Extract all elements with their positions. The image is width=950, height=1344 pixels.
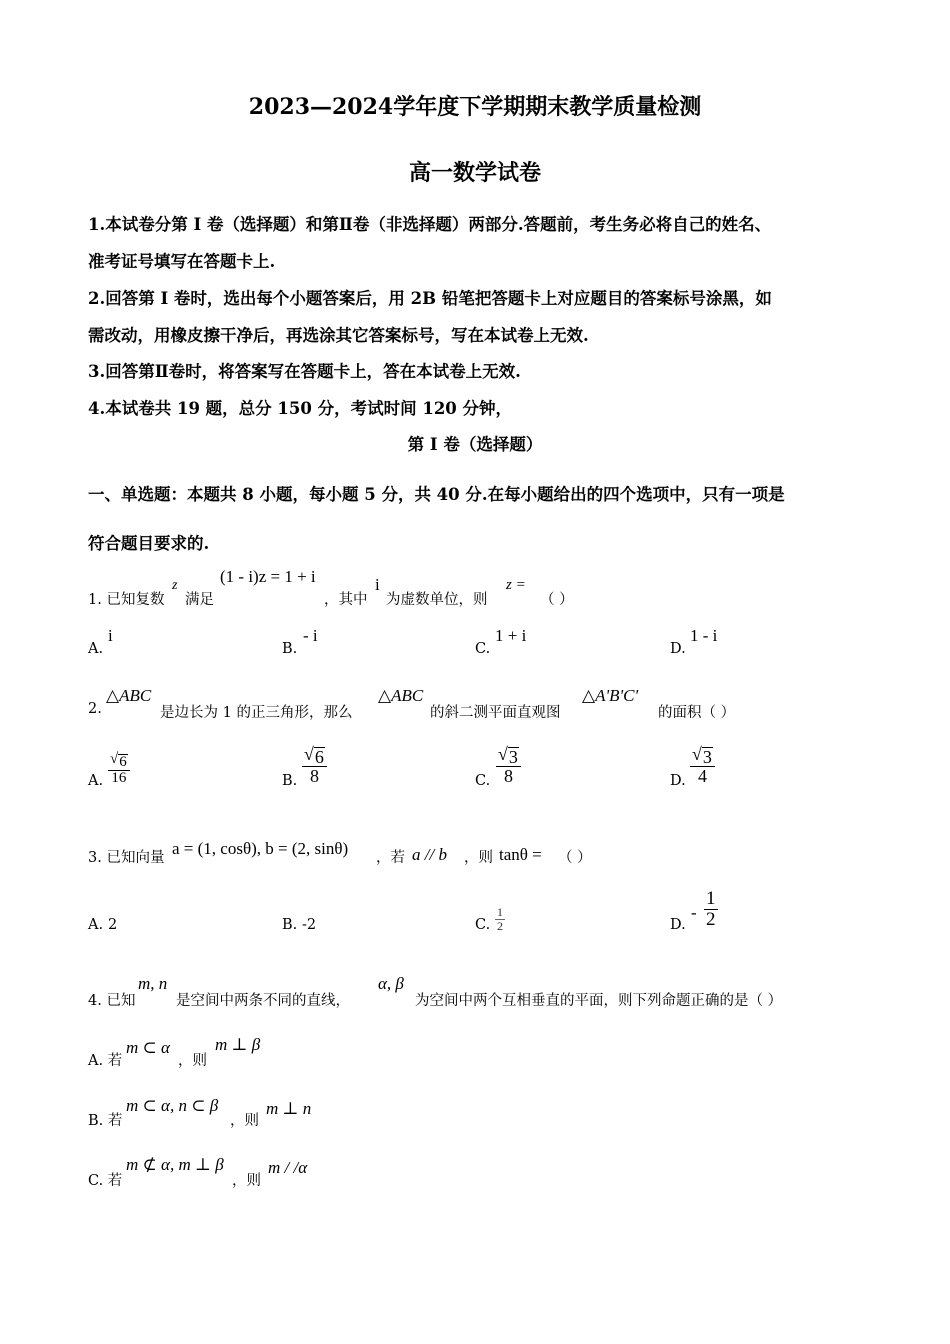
q1-option-b-label: B. bbox=[282, 641, 298, 657]
q3-option-d: $\frac{1}{2}$ bbox=[706, 888, 716, 930]
q3-option-a-label: A. bbox=[88, 917, 104, 933]
q4-alpha-beta: α, β bbox=[378, 974, 404, 993]
q3-tan: tanθ = bbox=[499, 845, 542, 864]
page-title: 2023—2024学年度下学期期末教学质量检测 bbox=[248, 94, 702, 120]
q3-paren: （ ） bbox=[558, 850, 592, 866]
q3-option-d-sign: - bbox=[691, 903, 697, 922]
instruction-3: 3.回答第Ⅱ卷时，将答案写在答题卡上，答在本试卷上无效. bbox=[88, 362, 521, 381]
instruction-2-line-2: 需改动，用橡皮擦干净后，再选涂其它答案标号，写在本试卷上无效. bbox=[88, 326, 589, 345]
q4-option-a-mid: ，则 bbox=[178, 1053, 207, 1069]
q1-option-c: 1 + i bbox=[495, 626, 527, 645]
page-subtitle: 高一数学试卷 bbox=[408, 160, 541, 186]
section-desc-line-2: 符合题目要求的. bbox=[88, 534, 210, 553]
q4-text-2: 是空间中两条不同的直线， bbox=[176, 993, 350, 1009]
q2-triangle-abc-prime: △A'B'C' bbox=[582, 686, 639, 705]
q1-option-d-label: D. bbox=[670, 641, 686, 657]
q3-text-2: ，若 bbox=[376, 850, 405, 866]
q2-text-2: 是边长为 1 的正三角形，那么 bbox=[160, 705, 353, 721]
q4-option-a-result: m ⊥ β bbox=[215, 1035, 261, 1054]
q1-option-a: i bbox=[108, 626, 113, 645]
q1-text-3: ，其中 bbox=[324, 592, 368, 608]
q1-text-2: 满足 bbox=[185, 592, 214, 608]
q3-vectors: a = (1, cosθ), b = (2, sinθ) bbox=[172, 839, 349, 858]
q1-text-4: 为虚数单位，则 bbox=[386, 592, 488, 608]
q2-option-d-label: D. bbox=[670, 773, 686, 789]
q1-z-eq: z = bbox=[506, 577, 526, 593]
q1-z: z bbox=[172, 578, 178, 593]
q4-text-1: 4. 已知 bbox=[88, 993, 136, 1009]
q4-mn: m, n bbox=[138, 974, 168, 993]
q4-option-c-label: C. 若 bbox=[88, 1173, 123, 1189]
sqrt-icon bbox=[498, 745, 508, 764]
q3-option-d-label: D. bbox=[670, 917, 686, 933]
q2-option-b-label: B. bbox=[282, 773, 298, 789]
q4-option-b-result: m ⊥ n bbox=[266, 1099, 312, 1118]
q1-option-c-label: C. bbox=[475, 641, 491, 657]
q1-option-d: 1 - i bbox=[690, 626, 718, 645]
q2-option-a: √ $\frac{6}{16}$ bbox=[108, 752, 130, 787]
q1-option-b: - i bbox=[303, 626, 318, 645]
q4-option-b-label: B. 若 bbox=[88, 1113, 123, 1129]
q1-text-1: 1. 已知复数 bbox=[88, 592, 165, 608]
q4-option-c-result: m / /α bbox=[268, 1158, 308, 1177]
q4-option-b-mid: ，则 bbox=[230, 1113, 259, 1129]
q3-option-b-label: B. bbox=[282, 917, 298, 933]
q2-option-c: √ $\frac{3}{8}$ bbox=[496, 745, 521, 786]
instruction-1-line-2: 准考证号填写在答题卡上. bbox=[88, 252, 276, 271]
q1-paren: （ ） bbox=[540, 592, 574, 608]
q2-triangle-abc-2: △ABC bbox=[378, 686, 424, 705]
section-title: 第 I 卷（选择题） bbox=[407, 435, 543, 454]
q1-equation: (1 - i)z = 1 + i bbox=[220, 567, 316, 586]
q2-option-c-label: C. bbox=[475, 773, 491, 789]
q1-option-a-label: A. bbox=[88, 641, 104, 657]
q4-option-a-label: A. 若 bbox=[88, 1053, 123, 1069]
q3-option-c-label: C. bbox=[475, 917, 491, 933]
q3-text-3: ，则 bbox=[464, 850, 493, 866]
q4-text-3: 为空间中两个互相垂直的平面，则下列命题正确的是（ ） bbox=[415, 993, 783, 1009]
q2-option-b: √ $\frac{6}{8}$ bbox=[302, 745, 327, 786]
instruction-2-line-1: 2.回答第 I 卷时，选出每个小题答案后，用 2B 铅笔把答题卡上对应题目的答案标号涂黑，如 bbox=[88, 289, 772, 308]
q4-option-c-mid: ，则 bbox=[232, 1173, 261, 1189]
q2-option-d: √ $\frac{3}{4}$ bbox=[690, 745, 715, 786]
instruction-1-line-1: 1.本试卷分第 I 卷（选择题）和第Ⅱ卷（非选择题）两部分.答题前，考生务必将自己的姓名、 bbox=[88, 215, 772, 234]
instruction-4: 4.本试卷共 19 题，总分 150 分，考试时间 120 分钟， bbox=[88, 399, 513, 418]
q4-option-b-condition: m ⊂ α, n ⊂ β bbox=[126, 1096, 219, 1115]
q2-option-a-label: A. bbox=[88, 773, 104, 789]
q2-triangle-abc: △ABC bbox=[106, 686, 152, 705]
q3-parallel: a // b bbox=[412, 845, 447, 864]
q1-i: i bbox=[375, 575, 380, 594]
q3-option-b: -2 bbox=[302, 917, 317, 933]
q2-text-1: 2. bbox=[88, 701, 102, 717]
sqrt-icon bbox=[304, 745, 314, 764]
q3-option-c: $\frac{1}{2}$ bbox=[497, 905, 503, 933]
sqrt-icon bbox=[110, 752, 118, 768]
q4-option-a-condition: m ⊂ α bbox=[126, 1038, 170, 1057]
section-desc-line-1: 一、单选题：本题共 8 小题，每小题 5 分，共 40 分.在每小题给出的四个选项中，只有一项是 bbox=[88, 485, 785, 504]
q2-text-3: 的斜二测平面直观图 bbox=[430, 705, 561, 721]
q3-text-1: 3. 已知向量 bbox=[88, 850, 165, 866]
q4-option-c-condition: m ⊄ α, m ⊥ β bbox=[126, 1155, 224, 1174]
q2-text-4: 的面积（ ） bbox=[658, 705, 736, 721]
q3-option-a: 2 bbox=[108, 917, 118, 933]
sqrt-icon bbox=[692, 745, 702, 764]
